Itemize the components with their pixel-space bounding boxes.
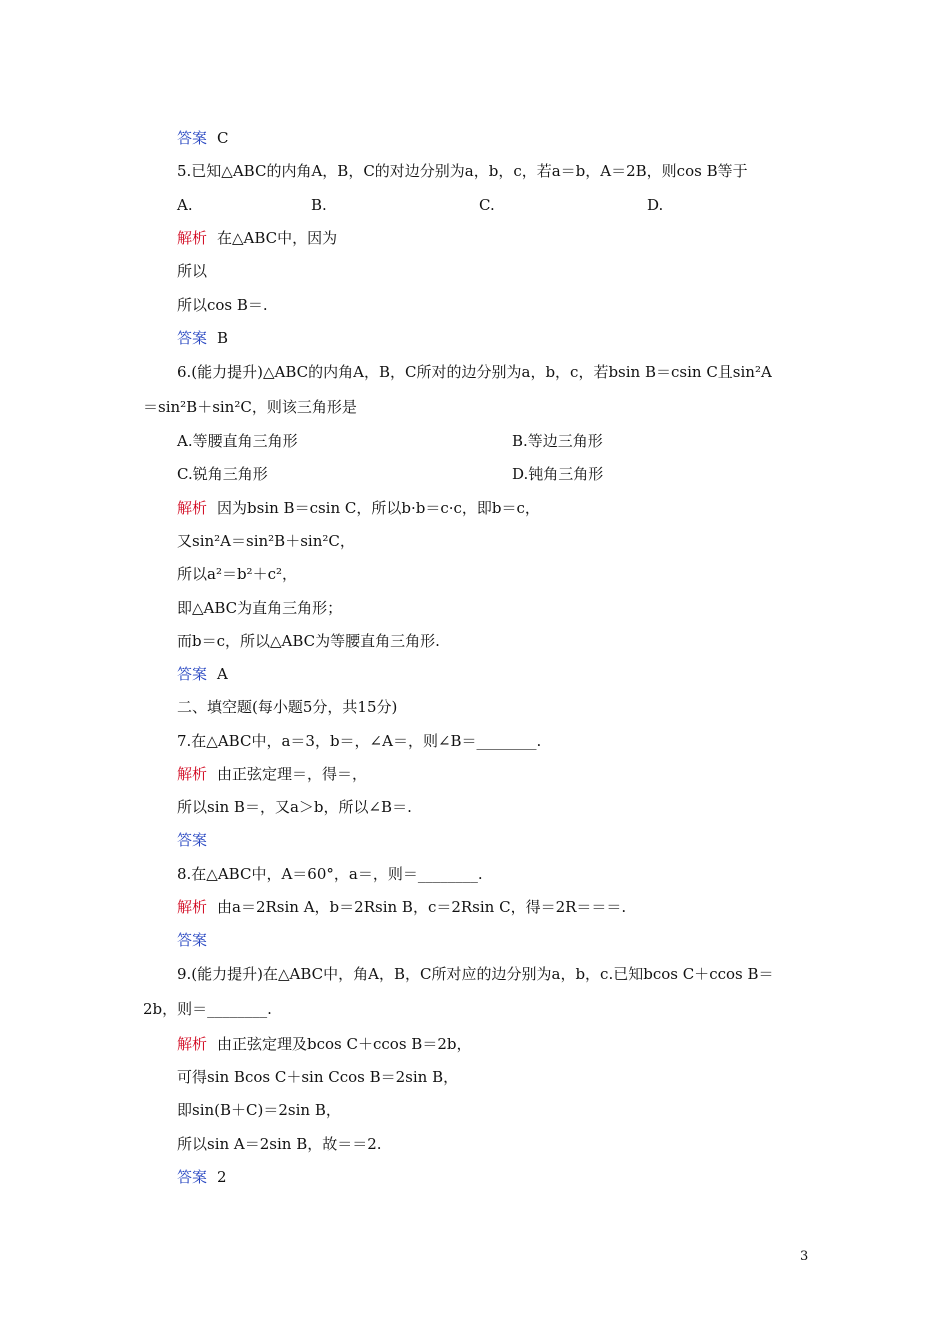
- text-line: [177, 531, 355, 551]
- q5-option-a: A.: [177, 196, 193, 214]
- q5-option-d: D.: [647, 196, 664, 214]
- text-line: [177, 564, 297, 584]
- line-text: 即△ABC为直角三角形；: [177, 599, 343, 617]
- line-text: 所以a²＝b²＋c²，: [177, 565, 297, 583]
- text-line: [177, 161, 748, 181]
- line-text: 因为bsin B＝csin C，所以b·b＝c·c，即b＝c，: [217, 499, 540, 517]
- q6-option-b: B.等边三角形: [512, 432, 603, 450]
- text-line: [177, 764, 367, 784]
- line-text: 由a＝2Rsin A，b＝2Rsin B，c＝2Rsin C，得＝2R＝＝＝.: [217, 898, 627, 916]
- answer-label: 答案: [177, 329, 208, 347]
- text-line: [177, 328, 228, 348]
- line-text: B: [217, 329, 229, 347]
- q5-option-b: B.: [311, 196, 327, 214]
- text-line: [177, 664, 228, 684]
- line-text: 所以sin B＝，又a＞b，所以∠B＝.: [177, 798, 412, 816]
- line-text: 8.在△ABC中，A＝60°，a＝，则＝________.: [177, 865, 483, 883]
- text-line: [177, 1067, 458, 1087]
- answer-label: 答案: [177, 931, 208, 949]
- text-line: [177, 1100, 341, 1120]
- line-text: 即sin(B＋C)＝2sin B，: [177, 1101, 341, 1119]
- analysis-label: 解析: [177, 765, 208, 783]
- text-line: [177, 930, 217, 950]
- answer-label: 答案: [177, 1168, 208, 1186]
- line-text: 由正弦定理＝，得＝，: [217, 765, 368, 783]
- text-line: [177, 295, 268, 315]
- page-number: 3: [800, 1249, 809, 1264]
- line-text: 二、填空题(每小题5分，共15分): [177, 698, 398, 716]
- line-text: A: [217, 665, 228, 683]
- line-text: 2b，则＝________.: [143, 1000, 272, 1018]
- line-text: 7.在△ABC中，a＝3，b＝，∠A＝，则∠B＝________.: [177, 732, 542, 750]
- line-text: 所以sin A＝2sin B，故＝＝2.: [177, 1135, 382, 1153]
- text-line: [177, 128, 229, 148]
- q6-options-row-2: [177, 464, 797, 484]
- q6-option-c: C.锐角三角形: [177, 465, 268, 483]
- text-line: [177, 964, 774, 984]
- line-text: 所以: [177, 262, 208, 280]
- line-text: 又sin²A＝sin²B＋sin²C，: [177, 532, 355, 550]
- text-line: [177, 598, 342, 618]
- text-line: [177, 897, 626, 917]
- q5-options-row: [177, 195, 797, 215]
- line-text: 5.已知△ABC的内角A，B，C的对边分别为a，b，c，若a＝b，A＝2B，则cos B等于: [177, 162, 748, 180]
- text-line: [177, 631, 440, 651]
- line-text: 所以cos B＝.: [177, 296, 268, 314]
- text-line: [177, 362, 772, 382]
- answer-label: 答案: [177, 129, 208, 147]
- text-line: [143, 999, 272, 1019]
- analysis-label: 解析: [177, 499, 208, 517]
- q6-options-row-1: [177, 431, 797, 451]
- line-text: 而b＝c，所以△ABC为等腰直角三角形.: [177, 632, 440, 650]
- q5-option-c: C.: [479, 196, 495, 214]
- text-line: [177, 1034, 471, 1054]
- line-text: 在△ABC中，因为: [217, 229, 338, 247]
- analysis-label: 解析: [177, 229, 208, 247]
- analysis-label: 解析: [177, 898, 208, 916]
- line-text: ＝sin²B＋sin²C，则该三角形是: [143, 398, 357, 416]
- text-line: [177, 1167, 227, 1187]
- text-line: [177, 797, 412, 817]
- text-line: [177, 864, 483, 884]
- text-line: [177, 498, 540, 518]
- text-line: [177, 261, 207, 281]
- text-line: [177, 1134, 382, 1154]
- text-line: [177, 731, 541, 751]
- q6-option-d: D.钝角三角形: [512, 465, 604, 483]
- text-line: [177, 830, 217, 850]
- q6-option-a: A.等腰直角三角形: [177, 432, 298, 450]
- line-text: 9.(能力提升)在△ABC中，角A，B，C所对应的边分别为a，b，c.已知bcos C＋ccos B＝: [177, 965, 774, 983]
- text-line: [177, 228, 337, 248]
- answer-label: 答案: [177, 665, 208, 683]
- line-text: C: [217, 129, 229, 147]
- line-text: 由正弦定理及bcos C＋ccos B＝2b，: [217, 1035, 472, 1053]
- line-text: 6.(能力提升)△ABC的内角A，B，C所对的边分别为a，b，c，若bsin B＝csin C且sin²A: [177, 363, 772, 381]
- line-text: 2: [217, 1168, 227, 1186]
- answer-label: 答案: [177, 831, 208, 849]
- line-text: 可得sin Bcos C＋sin Ccos B＝2sin B，: [177, 1068, 459, 1086]
- text-line: [177, 697, 397, 717]
- text-line: [143, 397, 357, 417]
- analysis-label: 解析: [177, 1035, 208, 1053]
